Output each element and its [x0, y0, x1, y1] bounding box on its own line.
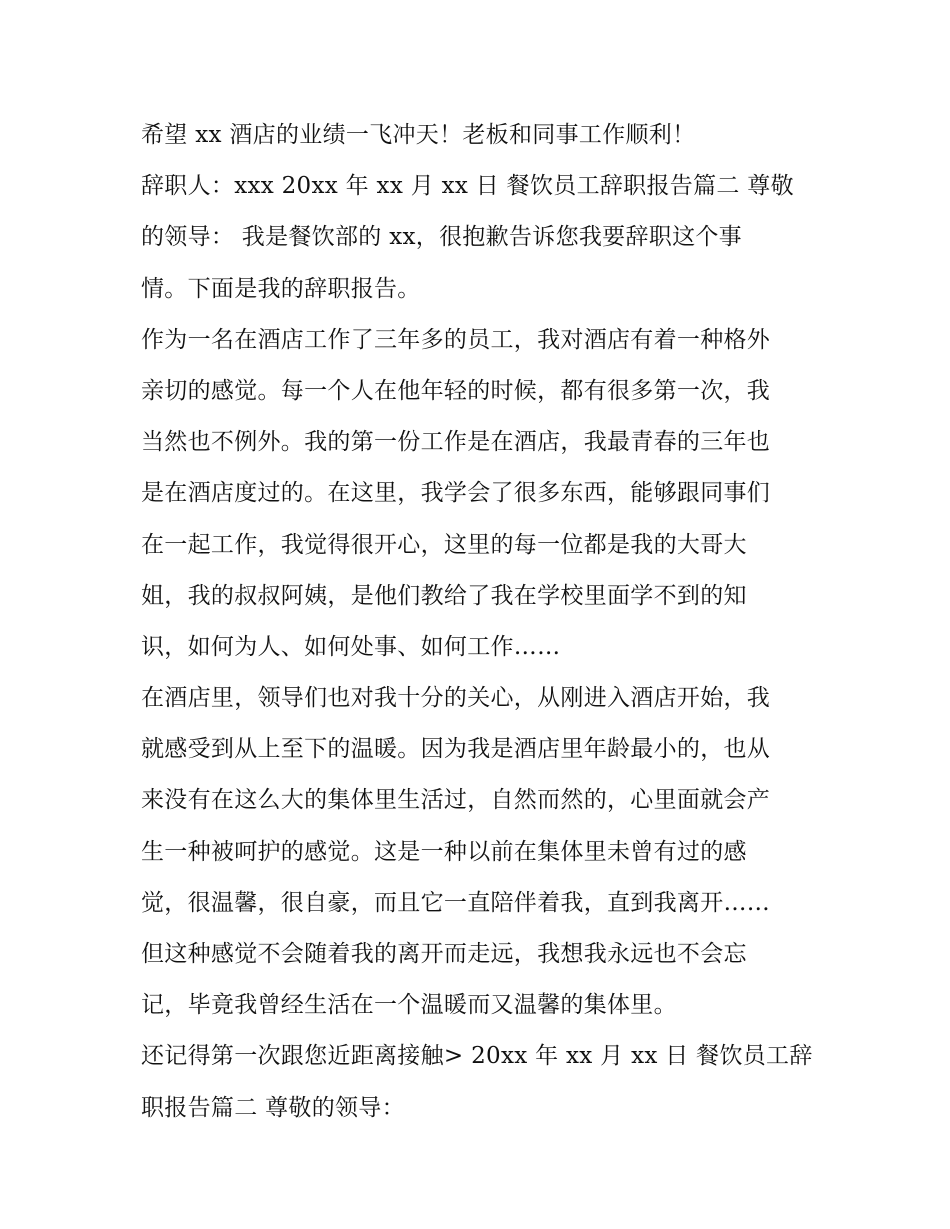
document-page [141, 110, 811, 1134]
text-line: 的领导： 我是餐饮部的 xx，很抱歉告诉您我要辞职这个事 [141, 224, 742, 251]
text-line: 但这种感觉不会随着我的离开而走远，我想我永远也不会忘 [141, 941, 747, 967]
text-line: 希望 xx 酒店的业绩一飞冲天！老板和同事工作顺利！ [141, 122, 696, 148]
text-line: 还记得第一次跟您近距离接触> 20xx 年 xx 月 xx 日 餐饮员工辞 [141, 1043, 813, 1070]
text-line: 辞职人：xxx 20xx 年 xx 月 xx 日 餐饮员工辞职报告篇二 尊敬 [141, 173, 794, 200]
text-line: 在酒店里，领导们也对我十分的关心，从刚进入酒店开始，我 [141, 685, 771, 712]
text-line: 是在酒店度过的。在这里，我学会了很多东西，能够跟同事们 [141, 480, 771, 507]
text-line: 生一种被呵护的感觉。这是一种以前在集体里未曾有过的感 [141, 838, 747, 865]
text-line: 当然也不例外。我的第一份工作是在酒店，我最青春的三年也 [141, 429, 771, 456]
text-line: 觉，很温馨，很自豪，而且它一直陪伴着我，直到我离开…… [141, 889, 771, 916]
text-line: 识，如何为人、如何处事、如何工作…… [141, 633, 561, 660]
text-line: 记，毕竟我曾经生活在一个温暖而又温馨的集体里。 [141, 992, 677, 1019]
text-line: 姐，我的叔叔阿姨，是他们教给了我在学校里面学不到的知 [141, 582, 747, 609]
text-line: 情。下面是我的辞职报告。 [141, 275, 421, 302]
text-line: 职报告篇二 尊敬的领导： [141, 1094, 405, 1121]
text-line: 就感受到从上至下的温暖。因为我是酒店里年龄最小的，也从 [141, 736, 771, 763]
text-line: 在一起工作，我觉得很开心，这里的每一位都是我的大哥大 [141, 531, 747, 558]
text-line: 来没有在这么大的集体里生活过，自然而然的，心里面就会产 [141, 787, 771, 814]
text-line: 亲切的感觉。每一个人在他年轻的时候，都有很多第一次，我 [141, 377, 771, 404]
text-line: 作为一名在酒店工作了三年多的员工，我对酒店有着一种格外 [141, 326, 771, 353]
